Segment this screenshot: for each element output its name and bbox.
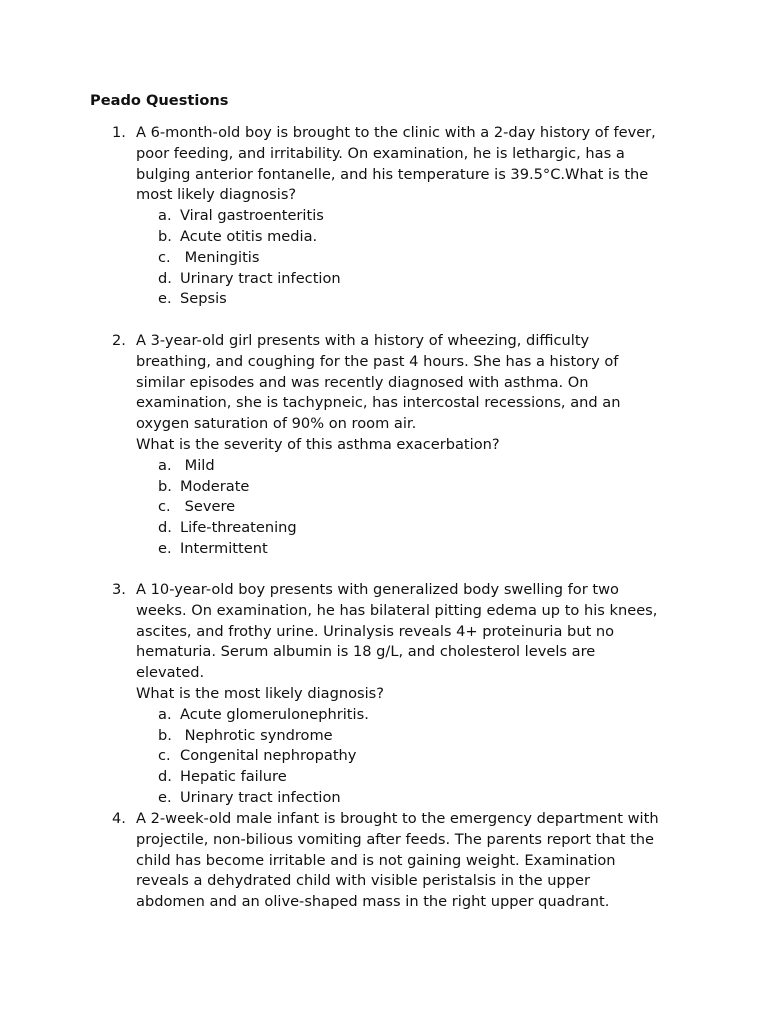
question-stem-line: most likely diagnosis? [136,186,297,204]
option-letter: c. [158,248,171,266]
option-letter: b. [158,726,172,744]
option-text: Intermittent [180,539,268,557]
option-text: Sepsis [180,290,227,308]
option-text: Viral gastroenteritis [180,207,324,225]
question-stem-line: A 10-year-old boy presents with generalized body swelling for two [136,581,619,598]
question-stem-line: ascites, and frothy urine. Urinalysis reveals 4+ proteinuria but no [136,622,615,640]
question-2 [112,331,692,560]
question-number: 1. [112,124,126,141]
option-text: Moderate [180,477,250,495]
answer-option [112,788,692,809]
question-stem-line: A 2-week-old male infant is brought to the emergency department with [136,810,659,827]
option-letter: d. [158,269,172,287]
option-letter: e. [158,539,172,557]
question-stem-line: projectile, non-bilious vomiting after feeds. The parents report that the [136,830,655,848]
option-text: Life-threatening [180,519,297,537]
question-stem-line: child has become irritable and is not gaining weight. Examination [136,851,616,869]
question-stem-line: What is the most likely diagnosis? [136,684,385,702]
option-text: Acute otitis media. [180,227,318,245]
document-title: Peado Questions [90,92,229,109]
question-stem-line: reveals a dehydrated child with visible peristalsis in the upper [136,872,591,890]
answer-option [112,767,692,788]
answer-option [112,289,692,310]
question-3 [112,580,692,809]
answer-options [112,206,692,310]
option-letter: a. [158,705,172,723]
answer-option [112,206,692,227]
answer-option [112,705,692,726]
option-text: Hepatic failure [180,768,287,786]
option-letter: c. [158,498,171,516]
question-stem-line: oxygen saturation of 90% on room air. [136,415,417,433]
question-stem [136,331,681,456]
question-stem-line: bulging anterior fontanelle, and his temperature is 39.5°C.What is the [136,165,649,183]
option-letter: a. [158,207,172,225]
question-number: 4. [112,810,126,827]
option-letter: c. [158,747,171,765]
option-letter: e. [158,290,172,308]
question-stem-line: weeks. On examination, he has bilateral pitting edema up to his knees, [136,601,658,619]
answer-option [112,456,692,477]
question-stem-line: What is the severity of this asthma exacerbation? [136,435,500,453]
answer-option [112,497,692,518]
option-text: Congenital nephropathy [180,747,357,765]
question-stem [136,123,681,206]
option-text: Severe [180,498,236,516]
answer-option [112,518,692,539]
option-letter: a. [158,456,172,474]
question-number: 2. [112,332,126,349]
question-number: 3. [112,581,126,598]
answer-option [112,477,692,498]
answer-option [112,227,692,248]
option-text: Urinary tract infection [180,788,341,806]
question-stem-line: similar episodes and was recently diagnosed with asthma. On [136,373,589,391]
question-stem-line: poor feeding, and irritability. On examination, he is lethargic, has a [136,144,625,162]
answer-option [112,269,692,290]
answer-option [112,539,692,560]
option-text: Nephrotic syndrome [180,726,333,744]
option-letter: e. [158,788,172,806]
question-stem-line: A 6-month-old boy is brought to the clinic with a 2-day history of fever, [136,124,656,141]
option-text: Mild [180,456,215,474]
answer-options [112,456,692,560]
question-stem-line: elevated. [136,664,205,682]
option-letter: d. [158,519,172,537]
question-stem-line: examination, she is tachypneic, has intercostal recessions, and an [136,394,621,412]
question-stem-line: hematuria. Serum albumin is 18 g/L, and cholesterol levels are [136,643,596,661]
option-text: Meningitis [180,248,260,266]
question-stem [136,809,681,913]
question-stem-line: abdomen and an olive-shaped mass in the right upper quadrant. [136,893,610,911]
answer-option [112,746,692,767]
answer-option [112,726,692,747]
option-letter: d. [158,768,172,786]
question-stem-line: breathing, and coughing for the past 4 hours. She has a history of [136,352,619,370]
answer-options [112,705,692,809]
question-4 [112,809,692,913]
question-1 [112,123,692,310]
option-letter: b. [158,477,172,495]
question-stem-line: A 3-year-old girl presents with a history of wheezing, difficulty [136,332,590,349]
option-text: Urinary tract infection [180,269,341,287]
option-letter: b. [158,227,172,245]
option-text: Acute glomerulonephritis. [180,705,369,723]
answer-option [112,248,692,269]
question-stem [136,580,681,705]
